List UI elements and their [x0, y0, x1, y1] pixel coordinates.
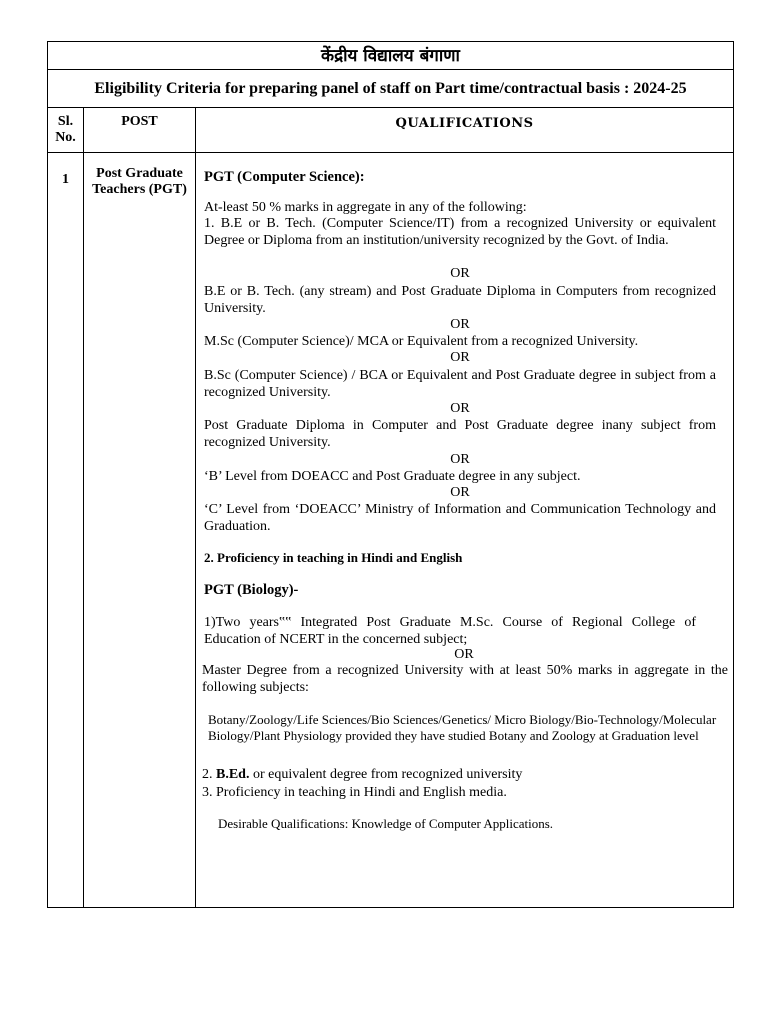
- cs-option-7: ‘C’ Level from ‘DOEACC’ Ministry of Information and Communication Technology and Graduation.: [204, 502, 716, 534]
- subtitle-row: [48, 70, 733, 108]
- cs-proficiency: 2. Proficiency in teaching in Hindi and English: [204, 550, 463, 565]
- eligibility-table: [47, 41, 734, 908]
- bio-bed-label: B.Ed.: [216, 767, 250, 782]
- cs-option-2: B.E or B. Tech. (any stream) and Post Graduate Diploma in Computers from recognized University.: [204, 284, 716, 316]
- column-header-qualifications: QUALIFICATIONS: [395, 116, 534, 131]
- bio-subjects: Botany/Zoology/Life Sciences/Bio Sciences/Genetics/ Micro Biology/Bio-Technology/Molecular Biology/Plant Physiology provided they have studied Botany and Zoology at Graduation level: [208, 712, 717, 743]
- bio-heading: PGT (Biology)-: [204, 582, 299, 598]
- or-divider: OR: [450, 266, 470, 281]
- bio-bed-number: 2.: [202, 767, 216, 782]
- document-subtitle: Eligibility Criteria for preparing panel of staff on Part time/contractual basis : 2024-25: [94, 80, 687, 97]
- bio-option-2: Master Degree from a recognized University with at least 50% marks in aggregate in the following subjects:: [202, 663, 728, 695]
- school-name: केंद्रीय विद्यालय बंगाणा: [321, 46, 460, 66]
- column-divider: [195, 108, 196, 907]
- post-name: Post Graduate Teachers (PGT): [92, 166, 187, 197]
- or-divider: OR: [450, 317, 470, 332]
- or-divider: OR: [450, 452, 470, 467]
- or-divider: OR: [450, 401, 470, 416]
- column-header-sl: Sl. No.: [55, 114, 76, 145]
- or-divider: OR: [450, 485, 470, 500]
- cs-option-6: ‘B’ Level from DOEACC and Post Graduate degree in any subject.: [204, 469, 581, 484]
- or-divider: OR: [450, 350, 470, 365]
- cs-heading: PGT (Computer Science):: [204, 169, 365, 185]
- column-divider: [83, 108, 84, 907]
- or-divider: OR: [454, 647, 474, 662]
- cs-option-1: 1. B.E or B. Tech. (Computer Science/IT) from a recognized University or equivalent Degree or Diploma from an institution/university recognized by the Govt. of India.: [204, 216, 716, 248]
- cs-intro: At-least 50 % marks in aggregate in any of the following:: [204, 200, 527, 215]
- cs-option-3: M.Sc (Computer Science)/ MCA or Equivalent from a recognized University.: [204, 334, 639, 349]
- title-row: [48, 42, 733, 70]
- cs-option-4: B.Sc (Computer Science) / BCA or Equivalent and Post Graduate degree in subject from a recognized University.: [204, 368, 716, 400]
- bio-bed-text: or equivalent degree from recognized university: [249, 767, 523, 782]
- bio-bed: [202, 767, 714, 784]
- desirable-qualifications: Desirable Qualifications: Knowledge of Computer Applications.: [218, 816, 554, 831]
- bio-option-1: 1)Two years‟‟ Integrated Post Graduate M.Sc. Course of Regional College of Education of NCERT in the concerned subject;: [204, 615, 696, 647]
- bio-proficiency: 3. Proficiency in teaching in Hindi and English media.: [202, 785, 507, 800]
- cs-option-5: Post Graduate Diploma in Computer and Post Graduate degree inany subject from recognized University.: [204, 418, 716, 450]
- column-header-post: POST: [121, 114, 158, 129]
- serial-number: 1: [62, 172, 69, 187]
